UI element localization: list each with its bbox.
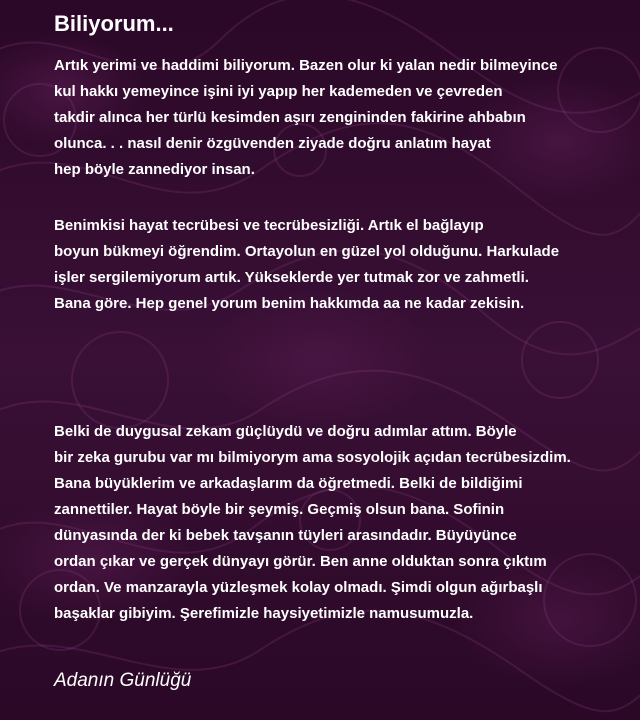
poem-line: ordan. Ve manzarayla yüzleşmek kolay olmadı. Şimdi olgun ağırbaşlı [54,579,543,596]
poem-line: hep böyle zannediyor insan. [54,161,255,178]
poem-line: Belki de duygusal zekam güçlüydü ve doğru adımlar attım. Böyle [54,423,517,440]
poem-line: Artık yerimi ve haddimi biliyorum. Bazen olur ki yalan nedir bilmeyince [54,57,558,74]
poem-line: başaklar gibiyim. Şerefimizle haysiyetimizle namusumuzla. [54,605,474,622]
poem-line: Bana göre. Hep genel yorum benim hakkımda aa ne kadar zekisin. [54,295,525,312]
poem-line: takdir alınca her türlü kesimden aşırı zengininden fakirine ahbabın [54,109,526,126]
poem-line: Bana büyüklerim ve arkadaşlarım da öğretmedi. Belki de bildiğimi [54,475,523,492]
poem-line: dünyasında der ki bebek tavşanın tüyleri arasındadır. Büyüyünce [54,527,517,544]
poem-title: Biliyorum... [54,11,174,36]
poem-line: zannettiler. Hayat böyle bir şeymiş. Geçmiş olsun bana. Sofinin [54,501,505,518]
stanza-2 [54,213,559,317]
poem-line: işler sergilemiyorum artık. Yükseklerde yer tutmak zor ve zahmetli. [54,269,529,286]
poem-line: Benimkisi hayat tecrübesi ve tecrübesizliği. Artık el bağlayıp [54,217,484,234]
poem-line: bir zeka gurubu var mı bilmiyorym ama sosyolojik açıdan tecrübesizdim. [54,449,571,466]
poem-line: ordan çıkar ve gerçek dünyayı görür. Ben anne olduktan sonra çıktım [54,553,547,570]
poem-line: olunca. . . nasıl denir özgüvenden ziyade doğru anlatım hayat [54,135,491,152]
stanza-3 [54,419,571,627]
poem-line: boyun bükmeyi öğrendim. Ortayolun en güzel yol olduğunu. Harkulade [54,243,560,260]
poem-content [54,8,634,691]
poem-line: kul hakkı yemeyince işini iyi yapıp her kademeden ve çevreden [54,83,503,100]
stanza-1 [54,53,558,183]
poem-author: Adanın Günlüğü [54,670,192,691]
